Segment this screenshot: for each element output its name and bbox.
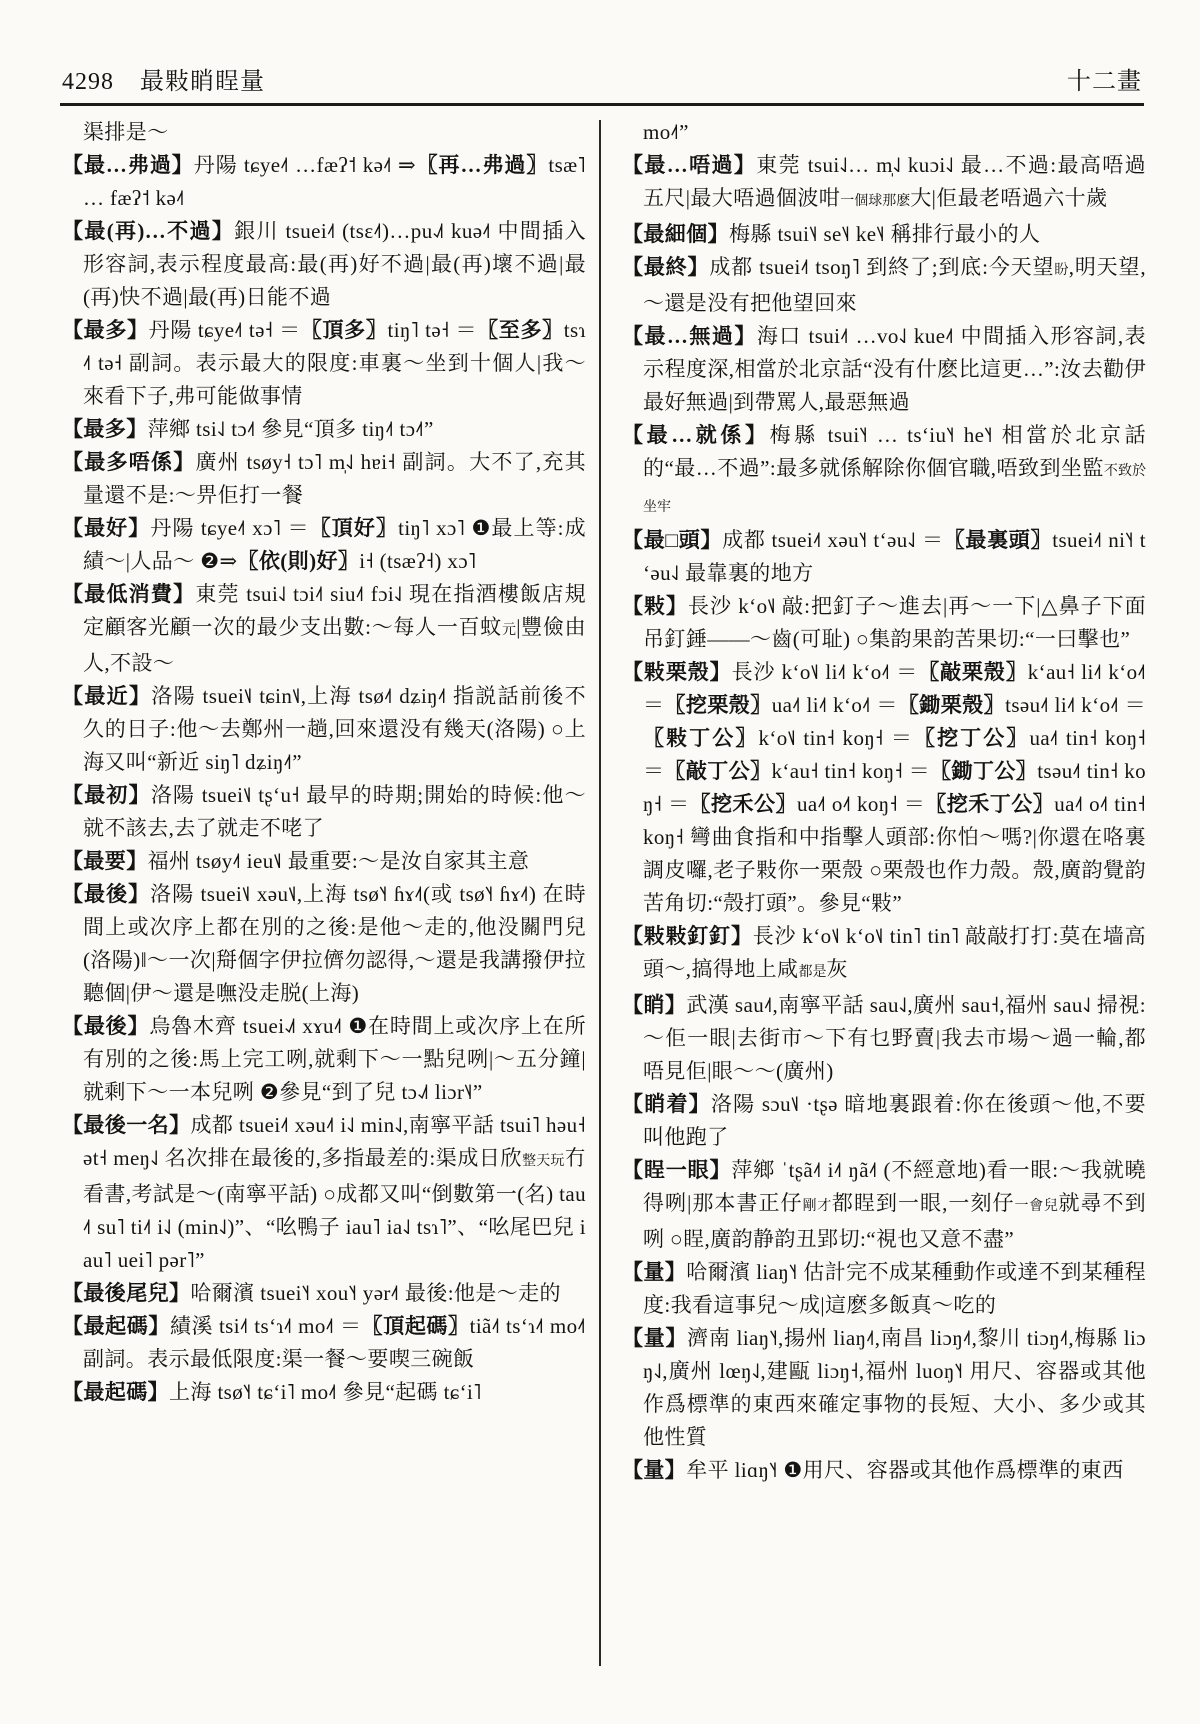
entry	[622, 149, 1146, 218]
headword: 【量】	[622, 1458, 687, 1482]
entry-text: tsuei˨˦ ni˥˧ tʻəu˨˩ 最靠裏的地方	[643, 528, 1146, 585]
headword: 〖依(則)好〗	[237, 549, 360, 573]
entry-text: 洛陽 tsuei˦˩ tɕin˦˩,上海 tsø˨˦ dʑiŋ˨˦ 指説話前後不久的日子:他～去鄭州一趟,回來還没有幾天(洛陽) ○上海又叫“新近 siŋ˥ dʑiŋ˨˦”	[83, 684, 586, 774]
entry-text: 上海 tsø˥˧ tɕʻi˥ mo˨˦ 參見“起碼 tɕʻi˥	[169, 1380, 482, 1404]
entry	[622, 251, 1146, 320]
headword: 〖頂好〗	[309, 516, 399, 540]
entry	[622, 1256, 1146, 1322]
small-gloss: 盼	[1054, 263, 1069, 278]
entry	[622, 218, 1146, 251]
entry-text: kʻau˧ li˨˦ kʻo˨˦ ＝	[643, 660, 1146, 717]
headword: 〖鋤栗殼〗	[897, 693, 1006, 717]
headword: 【睈一眼】	[622, 1158, 732, 1182]
entry	[62, 1310, 586, 1376]
headword: 〖挖栗殼〗	[664, 693, 772, 717]
entry-text: 洛陽 sɔu˦˩ ·tʂə 暗地裏跟着:你在後頭～他,不要叫他跑了	[643, 1092, 1146, 1149]
headword: 〖挖禾公〗	[689, 792, 798, 816]
right-column	[622, 116, 1146, 1696]
entry	[62, 1010, 586, 1109]
small-gloss: 剛才	[802, 1199, 832, 1214]
entry-text: ua˨˦ li˨˦ kʻo˨˦ ＝	[771, 693, 898, 717]
headword: 【最…唔過】	[622, 153, 757, 177]
headword: 【最…弗過】	[62, 153, 194, 177]
continuation-line	[62, 116, 586, 149]
entry-text: kʻo˦˩ tin˧ koŋ˧ ＝	[758, 726, 914, 750]
entry-text: 萍鄉 tsi˨˩ tɔ˨˦ 參見“頂多 tiŋ˨˦ tɔ˨˦”	[147, 417, 434, 441]
small-gloss: 都是	[798, 965, 827, 980]
headword: 【最多唔係】	[62, 450, 196, 474]
entry-text: 成都 tsuei˨˦ tsoŋ˥ 到終了;到底:今天望	[709, 255, 1055, 279]
entry-text: ,明天望,～還是没有把他望回來	[643, 255, 1146, 315]
entry	[622, 1454, 1146, 1487]
entry-text: 長沙 kʻo˦˩ 敲:把釘子～進去|再～一下|△鼻子下面吊釘錘——～齒(可耻) ○集韵果韵苦果切:“一曰擊也”	[643, 594, 1146, 651]
entry	[622, 656, 1146, 920]
entry	[622, 1088, 1146, 1154]
entry-text: 福州 tsøy˨˦ ieu˦˩ 最重要:～是汝自家其主意	[147, 849, 530, 873]
entry-text: 廣州 tsøy˧ tɔ˥ m̩˨˩ hɐi˧ 副詞。大不了,充其量還不是:～畀佢打一餐	[83, 450, 586, 507]
entry-text: 丹陽 tɕye˨˦ …fæʔ˦ kə˨˦ ⇒	[193, 153, 416, 177]
entry	[62, 314, 586, 413]
entry-text: 銀川 tsuei˨˦ (tsɛ˨˦)…pu˨˩˦ kuə˨˦ 中間插入形容詞,表示程度最高:最(再)好不過|最(再)壞不過|最(再)快不過|最(再)日能不過	[83, 219, 586, 309]
entry-text: 萍鄉 ˈtʂã˨˦ i˨˦ ŋã˨˦ (不經意地)看一眼:～我就曉得咧|那本書正仔	[643, 1158, 1146, 1215]
entry	[622, 590, 1146, 656]
entry-text: ua˨˦ tin˧ koŋ˧ ＝	[643, 726, 1146, 783]
column-divider	[599, 120, 601, 1666]
entry	[62, 680, 586, 779]
headword: 〖挖丁公〗	[914, 726, 1030, 750]
entry	[622, 419, 1146, 524]
small-gloss: 不致於坐牢	[643, 464, 1146, 515]
small-gloss: 一會兒	[1014, 1199, 1059, 1214]
headword: 【敤】	[622, 594, 689, 618]
entry-text: tsəu˨˦ li˨˦ kʻo˨˦ ＝	[1005, 693, 1146, 717]
entry-text: 丹陽 tɕye˨˦ tə˧ ＝	[148, 318, 301, 342]
headword: 【量】	[622, 1260, 687, 1284]
headword: 〖最裏頭〗	[943, 528, 1053, 552]
entry-text: tiŋ˥ tə˧ ＝	[387, 318, 478, 342]
guide-words: 最敤睄睈量	[140, 69, 265, 95]
entry	[622, 1154, 1146, 1256]
entry-text: ua˨˦ o˨˦ koŋ˧ ＝	[797, 792, 926, 816]
headword: 【最…無過】	[622, 324, 757, 348]
entry-text: mo˨˦”	[643, 120, 689, 144]
small-gloss: 一個球那麽	[840, 194, 911, 209]
headword: 【最後】	[62, 882, 151, 906]
stroke-section-label: 十二畫	[1067, 69, 1142, 95]
entry	[62, 779, 586, 845]
left-column	[62, 116, 586, 1696]
entry	[62, 149, 586, 215]
text-body	[62, 116, 1146, 1696]
entry-text: 烏魯木齊 tsuei˨˩˦ xɤu˨˦ ❶在時間上或次序上在所有別的之後:馬上完工咧,就剩下～一點兒咧|～五分鐘|就剩下～一本兒咧 ❷參見“到了兒 tɔ˨˩˦ liɔr˥˨”	[83, 1014, 586, 1104]
entry-text: 灰	[826, 957, 848, 981]
small-gloss: 整天玩	[522, 1154, 565, 1169]
headword: 【最起碼】	[62, 1314, 170, 1338]
entry-text: 武漢 sau˨˦,南寧平話 sau˨˩,廣州 sau˧,福州 sau˨˩ 掃視:～佢一眼|去街市～下有乜野賣|我去市場～過一輪,都唔見佢|眼～～(廣州)	[643, 993, 1146, 1083]
headword: 【敤栗殼】	[622, 660, 732, 684]
headword: 【最(再)…不過】	[62, 219, 235, 243]
entry	[622, 920, 1146, 989]
entry	[62, 446, 586, 512]
headword: 【最初】	[62, 783, 151, 807]
continuation-line	[622, 116, 1146, 149]
entry-text: |豐儉由人,不設～	[83, 615, 586, 675]
entry	[62, 1376, 586, 1409]
entry-text: 績溪 tsi˨˦ tsʻɿ˨˦ mo˨˦ ＝	[169, 1314, 362, 1338]
entry	[62, 413, 586, 446]
headword: 〖敤丁公〗	[643, 726, 759, 750]
entry	[62, 845, 586, 878]
entry	[622, 989, 1146, 1088]
entry-text: tiŋ˥ xɔ˥ ❶最上等:成績～|人品～ ❷⇒	[83, 516, 586, 573]
entry-text: 渠排是～	[83, 120, 169, 144]
header-rule	[60, 103, 1144, 106]
entry-text: tsæ˥ … fæʔ˦ kə˨˦	[83, 153, 586, 210]
headword: 【最終】	[622, 255, 710, 279]
entry-text: ua˨˦ o˨˦ tin˧ koŋ˧ 彎曲食指和中指擊人頭部:你怕～嗎?|你還在咯裏調皮囉,老子敤你一栗殼 ○栗殼也作力殼。殼,廣韵覺韵苦角切:“殼打頭”。參見“敤”	[643, 792, 1146, 915]
headword: 〖挖禾丁公〗	[925, 792, 1055, 816]
page-header	[62, 56, 1142, 96]
entry	[622, 524, 1146, 590]
headword: 【最要】	[62, 849, 148, 873]
headword: 〖敲栗殼〗	[918, 660, 1028, 684]
entry-text: 長沙 kʻo˦˩ kʻo˦˩ tin˥ tin˥ 敲敲打打:莫在墙高頭～,搞得地上咸	[643, 924, 1146, 981]
headword: 【最細個】	[622, 222, 729, 246]
entry-text: 東莞 tsui˨˩… m̩˨˩ kuɔi˨˩ 最…不過:最高唔過五尺|最大唔過個波咁	[643, 153, 1146, 210]
headword: 【最□頭】	[622, 528, 723, 552]
headword: 【最後一名】	[62, 1113, 191, 1137]
entry-text: 就尋不到咧 ○睈,廣韵静韵丑郢切:“視也又意不盡”	[643, 1191, 1146, 1251]
headword: 【最…就係】	[622, 423, 770, 447]
headword: 〖鋤丁公〗	[930, 759, 1038, 783]
entry-text: 哈爾濱 liaŋ˥˧ 估計完不成某種動作或達不到某種程度:我看這事兒～成|這麽多飯真～吃的	[643, 1260, 1146, 1317]
entry-text: tsɿ˨˦ tə˧ 副詞。表示最大的限度:車裏～坐到十個人|我～來看下子,弗可能做事情	[83, 318, 586, 408]
entry-text: 洛陽 tsuei˦˩ xəu˦˩,上海 tsø˥˧ ɦɤ˨˦(或 tsø˥˧ ɦɤ˨˦) 在時間上或次序上都在別的之後:是他～走的,他没關門兒(洛陽)‖～一次|搿個字伊拉儕勿認得,～還是我講撥伊拉聽個|伊～還是嘸没走脱(上海)	[83, 882, 586, 1005]
entry-text: 丹陽 tɕye˨˦ xɔ˥ ＝	[150, 516, 310, 540]
entry-text: 大|佢最老唔過六十歲	[910, 186, 1108, 210]
entry	[62, 512, 586, 578]
headword: 〖至多〗	[477, 318, 564, 342]
headword: 【量】	[622, 1326, 688, 1350]
headword: 〖敲丁公〗	[664, 759, 772, 783]
page-number: 4298	[62, 69, 114, 95]
headword: 【最好】	[62, 516, 151, 540]
headword: 【最後尾兒】	[62, 1281, 191, 1305]
entry	[62, 1109, 586, 1277]
entry	[622, 1322, 1146, 1454]
entry-text: 濟南 liaŋ˥˧,揚州 liaŋ˨˦,南昌 liɔŋ˨˦,黎川 tiɔŋ˨˦,梅縣 liɔŋ˨˩,廣州 lœŋ˨˩,建甌 liɔŋ˧,福州 luoŋ˥˧ 用尺、容器或其他作爲標準的東西來確定事物的長短、大小、多少或其他性質	[643, 1326, 1146, 1449]
headword: 〖頂起碼〗	[361, 1314, 470, 1338]
entry-text: 成都 tsuei˨˦ xəu˥˧ tʻəu˨˩ ＝	[722, 528, 944, 552]
headword: 【最起碼】	[62, 1380, 169, 1404]
entry-text: 梅縣 tsui˥˧ … tsʻiu˥˧ he˥˧ 相當於北京話的“最…不過”:最多就係解除你個官職,唔致到坐監	[643, 423, 1146, 480]
small-gloss: 元	[501, 623, 517, 638]
headword: 【最多】	[62, 318, 149, 342]
entry-text: 長沙 kʻo˦˩ li˨˦ kʻo˨˦ ＝	[731, 660, 919, 684]
headword: 【最近】	[62, 684, 152, 708]
entry-text: i˧ (tsæʔ˧) xɔ˥	[359, 549, 477, 573]
entry-text: 成都 tsuei˨˦ xəu˨˦ i˨˩ min˨˩,南寧平話 tsui˥ həu˧ ət˧ meŋ˨˩ 名次排在最後的,多指最差的:渠成日欣	[83, 1113, 586, 1170]
entry-text: 海口 tsui˨˦ …vo˨˩ kue˨˦ 中間插入形容詞,表示程度深,相當於北京話“没有什麽比這更…”:汝去勸伊最好無過|到帶罵人,最惡無過	[643, 324, 1146, 414]
entry-text: 東莞 tsui˨˩ tɔi˨˦ siu˨˦ fɔi˨˩ 現在指酒樓飯店規定顧客光顧一次的最少支出數:～每人一百蚊	[83, 582, 586, 639]
entry-text: 洛陽 tsuei˦˩ tʂʻu˧ 最早的時期;開始的時候:他～就不該去,去了就走不咾了	[83, 783, 586, 840]
entry	[62, 878, 586, 1010]
headword: 【敤敤釘釘】	[622, 924, 753, 948]
entry-text: tsəu˨˦ tin˧ koŋ˧ ＝	[643, 759, 1146, 816]
entry-text: tiã˨˦ tsʻɿ˨˦ mo˨˦ 副詞。表示最低限度:渠一餐～要喫三碗飯	[83, 1314, 586, 1371]
headword: 【最後】	[62, 1014, 150, 1038]
headword: 【睄着】	[622, 1092, 711, 1116]
headword: 〖再…弗過〗	[416, 153, 549, 177]
entry	[62, 1277, 586, 1310]
entry	[622, 320, 1146, 419]
entry-text: 牟平 liɑŋ˥˧ ❶用尺、容器或其他作爲標準的東西	[686, 1458, 1124, 1482]
entry-text: 都睈到一眼,一刻仔	[831, 1191, 1015, 1215]
header-left	[62, 61, 265, 96]
entry-text: 哈爾濱 tsuei˥˧ xou˥˧ yər˨˦ 最後:他是～走的	[190, 1281, 561, 1305]
headword: 【最低消費】	[62, 582, 196, 606]
headword: 〖頂多〗	[300, 318, 388, 342]
entry-text: kʻau˧ tin˧ koŋ˧ ＝	[771, 759, 931, 783]
entry-text: 冇看書,考試是～(南寧平話) ○成都又叫“倒數第一(名) tau˨˦ su˥ ti˨˦ i˨˩ (min˨˩)”、“吆鴨子 iau˥ ia˨˩ tsɿ˥”、“吆尾巴兒 iau˥ uei˥ pər˥”	[83, 1146, 586, 1272]
entry-text: 梅縣 tsui˥˨ se˥˨ ke˥˨ 稱排行最小的人	[729, 222, 1041, 246]
headword: 【睄】	[622, 993, 687, 1017]
entry	[62, 578, 586, 680]
headword: 【最多】	[62, 417, 148, 441]
entry	[62, 215, 586, 314]
